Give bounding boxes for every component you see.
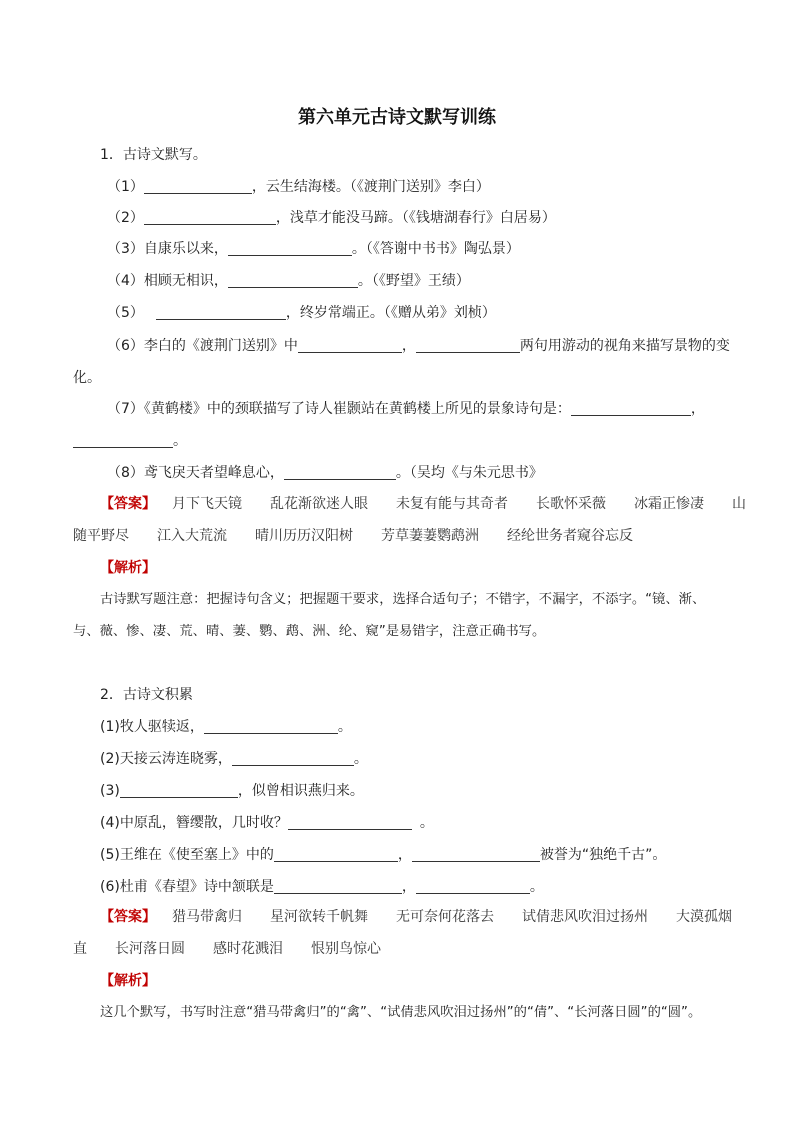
q2-answer-line-1: 猎马带禽归 星河欲转千帆舞 无可奈何花落去 试倩悲风吹泪过扬州 大漠孤烟 bbox=[172, 909, 732, 925]
q2-item-3-blank[interactable] bbox=[120, 782, 238, 798]
q1-item-6-blank-a[interactable] bbox=[298, 337, 402, 353]
q1-item-3-prefix: （3）自康乐以来， bbox=[107, 241, 228, 257]
q1-item-5 bbox=[107, 303, 496, 323]
q2-item-4-suffix: 。 bbox=[419, 815, 434, 831]
q2-item-3-prefix: (3) bbox=[100, 783, 120, 799]
q1-item-6 bbox=[107, 336, 730, 356]
q1-answer-line-1: 月下飞天镜 乱花渐欲迷人眼 未复有能与其奇者 长歌怀采薇 冰霜正惨凄 山 bbox=[172, 496, 746, 512]
q2-item-3-suffix: ，似曾相识燕归来。 bbox=[237, 783, 364, 799]
q2-item-2-blank[interactable] bbox=[232, 750, 354, 766]
q2-item-1 bbox=[100, 717, 352, 737]
q2-analysis-line-1: 这几个默写，书写时注意“猎马带禽归”的“禽”、“试倩悲风吹泪过扬州”的“倩”、“长河落日圆”的“圆”。 bbox=[100, 1005, 702, 1020]
q1-item-2 bbox=[107, 208, 556, 228]
q1-item-8-blank[interactable] bbox=[284, 464, 396, 480]
q1-item-3-suffix: 。（《答谢中书书》陶弘景） bbox=[351, 241, 520, 257]
q2-item-5-prefix: (5)王维在《使至塞上》中的 bbox=[100, 847, 274, 863]
q2-item-1-blank[interactable] bbox=[204, 718, 338, 734]
q1-item-4-prefix: （4）相顾无相识， bbox=[107, 273, 228, 289]
q2-item-1-suffix: 。 bbox=[337, 719, 352, 735]
q1-item-4-suffix: 。（《野望》王绩） bbox=[357, 273, 470, 289]
q1-item-6-suffix: 两句用游动的视角来描写景物的变 bbox=[519, 338, 730, 354]
q1-item-7-blank-b[interactable] bbox=[73, 432, 173, 448]
q1-analysis-tag: 【解析】 bbox=[100, 560, 156, 576]
q1-item-7-end: 。 bbox=[173, 433, 187, 449]
q1-analysis-line-2: 与、薇、惨、凄、荒、晴、萋、鹦、鹉、洲、纶、窥”是易错字，注意正确书写。 bbox=[73, 624, 546, 639]
q1-answer bbox=[100, 494, 746, 514]
q2-answer-line-2: 直 长河落日圆 感时花溅泪 恨别鸟惊心 bbox=[73, 941, 381, 957]
q1-item-1-prefix: （1） bbox=[107, 179, 144, 195]
q1-item-2-prefix: （2） bbox=[107, 210, 144, 226]
q2-item-3 bbox=[100, 781, 364, 801]
q1-item-8 bbox=[107, 463, 543, 483]
q1-item-6-continued: 化。 bbox=[73, 370, 101, 386]
q2-item-5-suffix: 被誉为“独绝千古”。 bbox=[539, 847, 667, 863]
q2-item-6-blank-b[interactable] bbox=[416, 878, 530, 894]
q1-item-2-blank[interactable] bbox=[144, 209, 276, 225]
answer-tag: 【答案】 bbox=[100, 496, 156, 512]
q2-item-6-prefix: (6)杜甫《春望》诗中颔联是 bbox=[100, 879, 274, 895]
q1-item-8-suffix: 。（吴均《与朱元思书》 bbox=[395, 465, 543, 481]
q1-item-7 bbox=[107, 399, 705, 419]
q1-item-7-blank-a[interactable] bbox=[571, 400, 691, 416]
q2-item-6-blank-a[interactable] bbox=[274, 878, 402, 894]
q1-item-5-suffix: ，终岁常端正。（《赠从弟》刘桢） bbox=[285, 305, 496, 321]
q2-item-6 bbox=[100, 877, 544, 897]
q2-item-2-prefix: (2)天接云涛连晓雾， bbox=[100, 751, 232, 767]
q1-item-6-blank-b[interactable] bbox=[416, 337, 520, 353]
q1-item-1-blank[interactable] bbox=[144, 178, 252, 194]
q2-item-4-blank[interactable] bbox=[288, 814, 412, 830]
q1-item-3-blank[interactable] bbox=[228, 240, 352, 256]
q2-item-4 bbox=[100, 813, 434, 833]
q2-item-1-prefix: (1)牧人驱犊返， bbox=[100, 719, 204, 735]
q1-item-6-prefix: （6）李白的《渡荆门送别》中 bbox=[107, 338, 298, 354]
q2-item-5-blank-a[interactable] bbox=[274, 846, 398, 862]
q1-analysis-line-1: 古诗默写题注意：把握诗句含义；把握题干要求，选择合适句子；不错字，不漏字，不添字。“镜、渐、 bbox=[100, 592, 706, 607]
q1-item-6-comma: ， bbox=[401, 338, 416, 354]
answer-tag: 【答案】 bbox=[100, 909, 156, 925]
q1-item-7-comma: ， bbox=[690, 401, 705, 417]
q1-item-5-prefix: （5） bbox=[107, 305, 144, 321]
q2-item-5 bbox=[100, 845, 666, 865]
q2-heading: 2．古诗文积累 bbox=[100, 687, 193, 703]
q2-answer bbox=[100, 907, 732, 927]
q1-item-2-suffix: ，浅草才能没马蹄。（《钱塘湖春行》白居易） bbox=[275, 210, 556, 226]
q1-item-4 bbox=[107, 271, 470, 291]
q2-item-6-suffix: 。 bbox=[529, 879, 544, 895]
q1-item-7-continued bbox=[73, 431, 187, 451]
q1-heading: 1．古诗文默写。 bbox=[100, 147, 207, 163]
q1-item-1-suffix: ，云生结海楼。（《渡荆门送别》李白） bbox=[251, 179, 490, 195]
q1-item-5-blank[interactable] bbox=[156, 304, 286, 320]
q2-item-5-comma: ， bbox=[397, 847, 412, 863]
q1-item-1 bbox=[107, 177, 490, 197]
q2-item-2-suffix: 。 bbox=[353, 751, 368, 767]
q1-answer-line-2: 随平野尽 江入大荒流 晴川历历汉阳树 芳草萋萋鹦鹉洲 经纶世务者窥谷忘反 bbox=[73, 528, 633, 544]
q1-item-4-blank[interactable] bbox=[228, 272, 358, 288]
q1-item-3 bbox=[107, 239, 520, 259]
q1-item-7-prefix: （7）《黄鹤楼》中的颈联描写了诗人崔颢站在黄鹤楼上所见的景象诗句是： bbox=[107, 401, 571, 417]
q2-item-4-prefix: (4)中原乱，簪缨散，几时收？ bbox=[100, 815, 288, 831]
q2-analysis-tag: 【解析】 bbox=[100, 973, 156, 989]
q2-item-2 bbox=[100, 749, 368, 769]
page-title: 第六单元古诗文默写训练 bbox=[298, 107, 496, 128]
q2-item-6-comma: ， bbox=[401, 879, 416, 895]
q2-item-5-blank-b[interactable] bbox=[412, 846, 540, 862]
q1-item-8-prefix: （8）鸢飞戾天者望峰息心， bbox=[107, 465, 284, 481]
